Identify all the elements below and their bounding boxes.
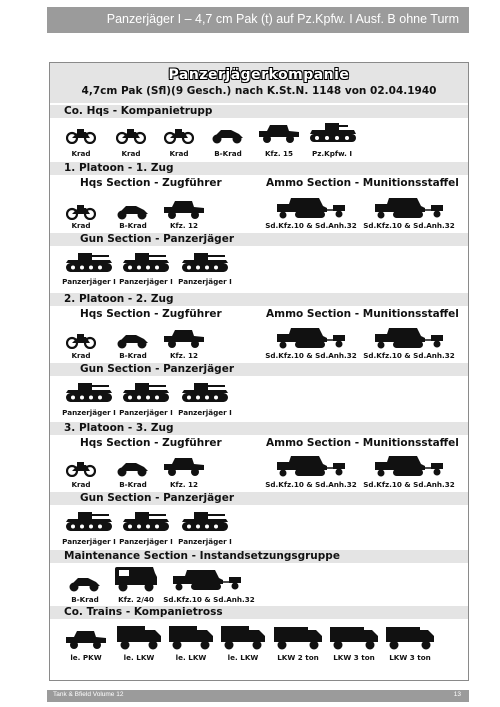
halftrack-trailer-icon <box>171 568 245 592</box>
truck-icon <box>328 624 380 650</box>
vehicle-label: Kfz. 12 <box>169 480 199 489</box>
vehicle-label: Panzerjäger I <box>178 408 232 417</box>
vehicle-label: Sd.Kfz.10 & Sd.Anh.32 <box>363 480 455 489</box>
company-title: Panzerjägerkompanie <box>168 67 350 83</box>
vehicle-label: LKW 2 ton <box>277 653 319 662</box>
tank-destroyer-icon <box>121 250 173 274</box>
co-hqs-title: Co. Hqs - Kompanietrupp <box>64 105 213 117</box>
tank-destroyer-icon <box>64 380 116 404</box>
platoon1-ammo-title: Ammo Section - Munitionsstaffel <box>266 177 459 189</box>
vehicle-label: Krad <box>71 351 91 360</box>
vehicle-label: Panzerjäger I <box>178 537 232 546</box>
vehicle-label: B-Krad <box>71 595 99 604</box>
vehicle-label: Sd.Kfz.10 & Sd.Anh.32 <box>363 351 455 360</box>
platoon2-title: 2. Platoon - 2. Zug <box>64 293 174 305</box>
vehicle-label: Kfz. 12 <box>169 221 199 230</box>
vehicle-label: Sd.Kfz.10 & Sd.Anh.32 <box>363 221 455 230</box>
vehicle-label: Sd.Kfz.10 & Sd.Anh.32 <box>163 595 255 604</box>
vehicle-label: Panzerjäger I <box>119 277 173 286</box>
sidecar-motorcycle-icon <box>116 331 150 349</box>
vehicle-label: LKW 3 ton <box>389 653 431 662</box>
vehicle-label: le. LKW <box>123 653 155 662</box>
vehicle-label: LKW 3 ton <box>333 653 375 662</box>
vehicle-label: Krad <box>121 149 141 158</box>
maintenance-title: Maintenance Section - Instandsetzungsgruppe <box>64 550 340 562</box>
truck-icon <box>113 565 159 592</box>
vehicle-label: Pz.Kpfw. I <box>311 149 353 158</box>
organization-chart <box>49 62 469 681</box>
vehicle-label: Panzerjäger I <box>62 277 116 286</box>
vehicle-label: Panzerjäger I <box>119 537 173 546</box>
chart-header <box>50 63 468 103</box>
platoon3-ammo-title: Ammo Section - Munitionsstaffel <box>266 437 459 449</box>
car-icon <box>64 629 108 650</box>
vehicle-label: Panzerjäger I <box>62 408 116 417</box>
footer-left-text: Tank & Bfield Volume 12 <box>53 691 124 698</box>
motorcycle-icon <box>66 459 96 477</box>
vehicle-label: Sd.Kfz.10 & Sd.Anh.32 <box>265 351 357 360</box>
platoon2-hqs-title: Hqs Section - Zugführer <box>80 308 222 320</box>
vehicle-label: Panzerjäger I <box>62 537 116 546</box>
sidecar-motorcycle-icon <box>116 202 150 220</box>
page-header-bar <box>47 7 469 33</box>
vehicle-label: B-Krad <box>119 221 147 230</box>
vehicle-label: Kfz. 2/40 <box>118 595 154 604</box>
truck-icon <box>167 624 215 650</box>
tank-destroyer-icon <box>64 250 116 274</box>
halftrack-trailer-icon <box>275 196 349 220</box>
sidecar-motorcycle-icon <box>211 126 245 144</box>
sidecar-motorcycle-icon <box>116 459 150 477</box>
motorcycle-icon <box>66 126 96 144</box>
halftrack-trailer-icon <box>275 326 349 350</box>
halftrack-trailer-icon <box>373 454 447 478</box>
halftrack-trailer-icon <box>373 326 447 350</box>
company-subtitle: 4,7cm Pak (Sfl)(9 Gesch.) nach K.St.N. 1148 von 02.04.1940 <box>81 85 437 97</box>
page-footer <box>47 690 469 702</box>
vehicle-label: B-Krad <box>119 480 147 489</box>
page-header-title: Panzerjäger I – 4,7 cm Pak (t) auf Pz.Kpfw. I Ausf. B ohne Turm <box>106 12 459 26</box>
tank-icon <box>307 121 359 144</box>
platoon1-gun-title: Gun Section - Panzerjäger <box>80 233 234 245</box>
tank-destroyer-icon <box>64 509 116 533</box>
platoon1-hqs-title: Hqs Section - Zugführer <box>80 177 222 189</box>
vehicle-label: le. LKW <box>227 653 259 662</box>
vehicle-label: Sd.Kfz.10 & Sd.Anh.32 <box>265 221 357 230</box>
platoon2-ammo-title: Ammo Section - Munitionsstaffel <box>266 308 459 320</box>
truck-icon <box>219 624 267 650</box>
vehicle-label: Panzerjäger I <box>119 408 173 417</box>
platoon3-title: 3. Platoon - 3. Zug <box>64 422 174 434</box>
platoon2-gun-title: Gun Section - Panzerjäger <box>80 363 234 375</box>
tank-destroyer-icon <box>180 380 232 404</box>
car-icon <box>162 199 206 220</box>
halftrack-trailer-icon <box>275 454 349 478</box>
vehicle-label: Kfz. 12 <box>169 351 199 360</box>
page-number: 13 <box>453 691 461 698</box>
truck-icon <box>384 624 436 650</box>
sidecar-motorcycle-icon <box>68 574 102 592</box>
vehicle-label: Sd.Kfz.10 & Sd.Anh.32 <box>265 480 357 489</box>
vehicle-label: Krad <box>169 149 189 158</box>
trains-title: Co. Trains - Kompanietross <box>64 606 223 618</box>
truck-icon <box>272 624 324 650</box>
platoon3-gun-title: Gun Section - Panzerjäger <box>80 492 234 504</box>
vehicle-label: Krad <box>71 149 91 158</box>
vehicle-label: B-Krad <box>119 351 147 360</box>
vehicle-label: Panzerjäger I <box>178 277 232 286</box>
motorcycle-icon <box>116 126 146 144</box>
car-icon <box>162 328 206 349</box>
vehicle-label: Krad <box>71 480 91 489</box>
tank-destroyer-icon <box>180 250 232 274</box>
motorcycle-icon <box>66 202 96 220</box>
car-icon <box>162 456 206 477</box>
vehicle-label: Kfz. 15 <box>264 149 294 158</box>
halftrack-trailer-icon <box>373 196 447 220</box>
truck-icon <box>115 624 163 650</box>
tank-destroyer-icon <box>180 509 232 533</box>
vehicle-label: B-Krad <box>214 149 242 158</box>
vehicle-label: Krad <box>71 221 91 230</box>
platoon3-hqs-title: Hqs Section - Zugführer <box>80 437 222 449</box>
tank-destroyer-icon <box>121 509 173 533</box>
tank-destroyer-icon <box>121 380 173 404</box>
vehicle-label: le. PKW <box>70 653 102 662</box>
vehicle-label: le. LKW <box>175 653 207 662</box>
platoon1-title: 1. Platoon - 1. Zug <box>64 162 174 174</box>
motorcycle-icon <box>66 331 96 349</box>
car-icon <box>257 123 301 144</box>
motorcycle-icon <box>164 126 194 144</box>
